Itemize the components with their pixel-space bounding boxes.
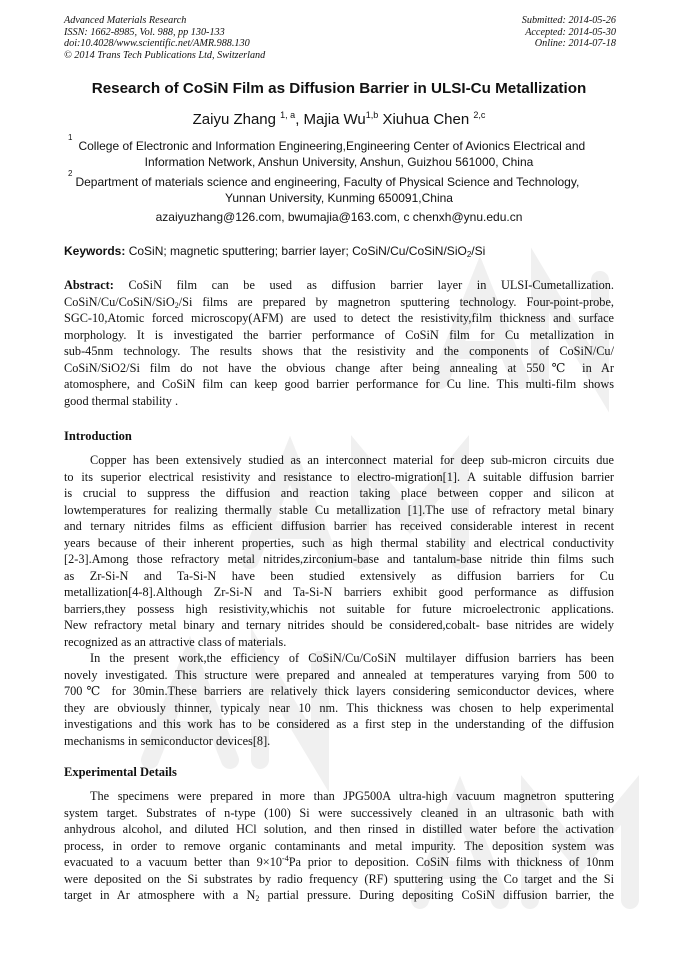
abstract-line: sub-45nm technology. The results shows that the resistivity and the components of CoSiN/Cu/	[64, 344, 614, 358]
keywords	[64, 244, 614, 258]
paragraph-line: mechanisms in semiconductor devices[8].	[64, 733, 271, 748]
paragraph-line: The specimens were prepared in more than JPG500A ultra-high vacuum magnetron sputtering	[90, 789, 614, 803]
introduction-body	[64, 452, 614, 749]
experimental-body	[64, 788, 614, 904]
paragraph-line: recognized as an attractive class of materials.	[64, 634, 287, 649]
affiliation-1	[64, 133, 614, 170]
paragraph-line: 700℃ for 30min.These barriers are relatively thick layers considering semiconductor devices, where	[64, 684, 614, 698]
affiliation-2	[64, 169, 614, 206]
issn: ISSN: 1662-8985, Vol. 988, pp 130-133	[64, 26, 225, 38]
paragraph-line: to its superior electrical resistivity and resistance to electro-migration[1]. A suitable diffusion barrier	[64, 469, 614, 484]
affiliation-line: Yunnan University, Kunming 650091,China	[225, 191, 453, 205]
keywords-text-end: /Si	[471, 244, 486, 258]
abstract-label: Abstract:	[64, 278, 114, 292]
paragraph-line: Copper has been extensively studied as an interconnect material for deep sub-micron circuits due	[90, 453, 614, 467]
keywords-text: CoSiN; magnetic sputtering; barrier layer; CoSiN/Cu/CoSiN/SiO	[125, 244, 467, 258]
paragraph-line: lowtemperatures for realizing thermally stable Cu metallization [1].The use of refractory metal binary	[64, 502, 614, 517]
abstract-line: CoSiN/SiO2/Si film do not have the obvious change after being annealing at 550℃ in Ar	[64, 360, 614, 375]
paragraph-line: anhydrous alcohol, and diluted HCl solution, and then rinsed in distilled water before the activation	[64, 822, 614, 836]
paragraph-line: investigations and this work has to be considered as a first step in the understanding of the diffusion	[64, 717, 614, 731]
abstract-line: morphology. It is investigated the barrier performance of CoSiN film for Cu metallization in	[64, 327, 614, 342]
paragraph-line: and ternary nitrides films as efficient diffusion barrier has received considerable interest in recent	[64, 519, 614, 533]
paragraph-line: is crucial to suppress the diffusion and reaction taking place between copper and silicon at	[64, 486, 614, 500]
experimental-heading: Experimental Details	[64, 765, 177, 779]
paragraph-line: novely investigated. This structure were prepared and annealed at temperatures varying from 500 to	[64, 667, 614, 682]
paragraph-line: process, in order to remove organic contaminants and metal impurity. The deposition system was	[64, 838, 614, 853]
abstract-line: Abstract: CoSiN film can be used as diffusion barrier layer in ULSI-Cumetallization.	[64, 278, 614, 292]
author-sup: 1,b	[365, 110, 379, 120]
paragraph-line: they are obviously thinner, typicaly near 10 nm. This thickness was chosen to help experimental	[64, 700, 614, 715]
dates-info	[522, 15, 616, 50]
paragraph-line: [2-3].Among those refractory metal nitrides,zirconium-base and tantalum-base nitride thin films such	[64, 552, 614, 566]
affiliation-line: Department of materials science and engineering, Faculty of Physical Science and Technology,	[75, 175, 580, 189]
paragraph-line: New refractory metal binary and ternary nitrides should be considered,cobalt- base nitrides are widely	[64, 618, 614, 632]
journal-info	[64, 15, 265, 61]
abstract-line: atomosphere, and CoSiN film can keep good barrier performance for Cu line. This multi-film shows	[64, 377, 614, 391]
paragraph-line: years because of their inherent properties, such as high thermal stability and electrical conductivity	[64, 535, 614, 550]
authors	[0, 111, 678, 128]
abstract-line: SGC-10,Atomic forced microscopy(AFM) are used to detect the resistivity,film thickness and surface	[64, 311, 614, 325]
submitted-date: Submitted: 2014-05-26	[521, 15, 616, 26]
copyright: © 2014 Trans Tech Publications Ltd, Switzerland	[64, 49, 266, 61]
author-sup: 1, a	[280, 110, 296, 120]
paragraph-line: target in Ar atmosphere with a $N_2$ partial pressure. During depositing CoSiN diffusion barrier, the	[64, 888, 614, 903]
paragraph-line: evacuated to a vacuum better than $9\times 10^{-4}Pa$ prior to deposition. CoSiN films with thickness of 10nm	[64, 854, 614, 869]
author-name: Zaiyu Zhang	[192, 111, 276, 128]
affiliation-number: 1	[68, 133, 73, 142]
paper-title: Research of CoSiN Film as Diffusion Barrier in ULSI-Cu Metallization	[91, 80, 587, 97]
paragraph-line: as Zr-Si-N and Ta-Si-N have been studied extensively as diffusion barriers for Cu	[64, 568, 614, 583]
paragraph-line: In the present work,the efficiency of CoSiN/Cu/CoSiN multilayer diffusion barriers has been	[90, 651, 614, 665]
accepted-date: Accepted: 2014-05-30	[525, 26, 616, 38]
affiliation-line: Information Network, Anshun University, Anshun, Guizhou 561000, China	[144, 155, 534, 169]
abstract	[64, 277, 614, 409]
paragraph-line: barriers,they possess high resistivity,whichis not suitable for future microelectronic applications.	[64, 601, 614, 616]
doi: doi:10.4028/www.scientific.net/AMR.988.130	[64, 38, 250, 50]
author-sup: 2,c	[473, 110, 486, 120]
affiliation-number: 2	[68, 169, 73, 178]
paragraph-line: metallization[4-8].Although Zr-Si-N and Ta-Si-N barriers exhibit good performance as diffusion	[64, 585, 614, 599]
introduction-heading: Introduction	[64, 429, 132, 443]
abstract-line: CoSiN/Cu/CoSiN/SiO$_2$/Si films are prepared by magnetron sputtering technology. Four-point-probe,	[64, 294, 614, 310]
keywords-label: Keywords:	[64, 244, 126, 258]
paragraph-line: system target. Substrates of n-type (100) Si were successively cleaned in an ultrasonic bath with	[64, 805, 614, 820]
paragraph-line: were deposited on the Si substrates by radio frequency (RF) sputtering using the Co target and the Si	[64, 871, 614, 886]
abstract-line: good thermal stability .	[64, 393, 179, 408]
keywords-subscript: 2	[466, 250, 472, 259]
email-addresses: azaiyuzhang@126.com, bwumajia@163.com, c chenxh@ynu.edu.cn	[155, 210, 523, 224]
author-name: , Majia Wu	[295, 111, 366, 128]
author-name: Xiuhua Chen	[382, 111, 470, 128]
journal-name: Advanced Materials Research	[64, 15, 187, 26]
online-date: Online: 2014-07-18	[534, 38, 616, 50]
affiliation-line: College of Electronic and Information Engineering,Engineering Center of Avionics Electrical and	[78, 139, 586, 153]
